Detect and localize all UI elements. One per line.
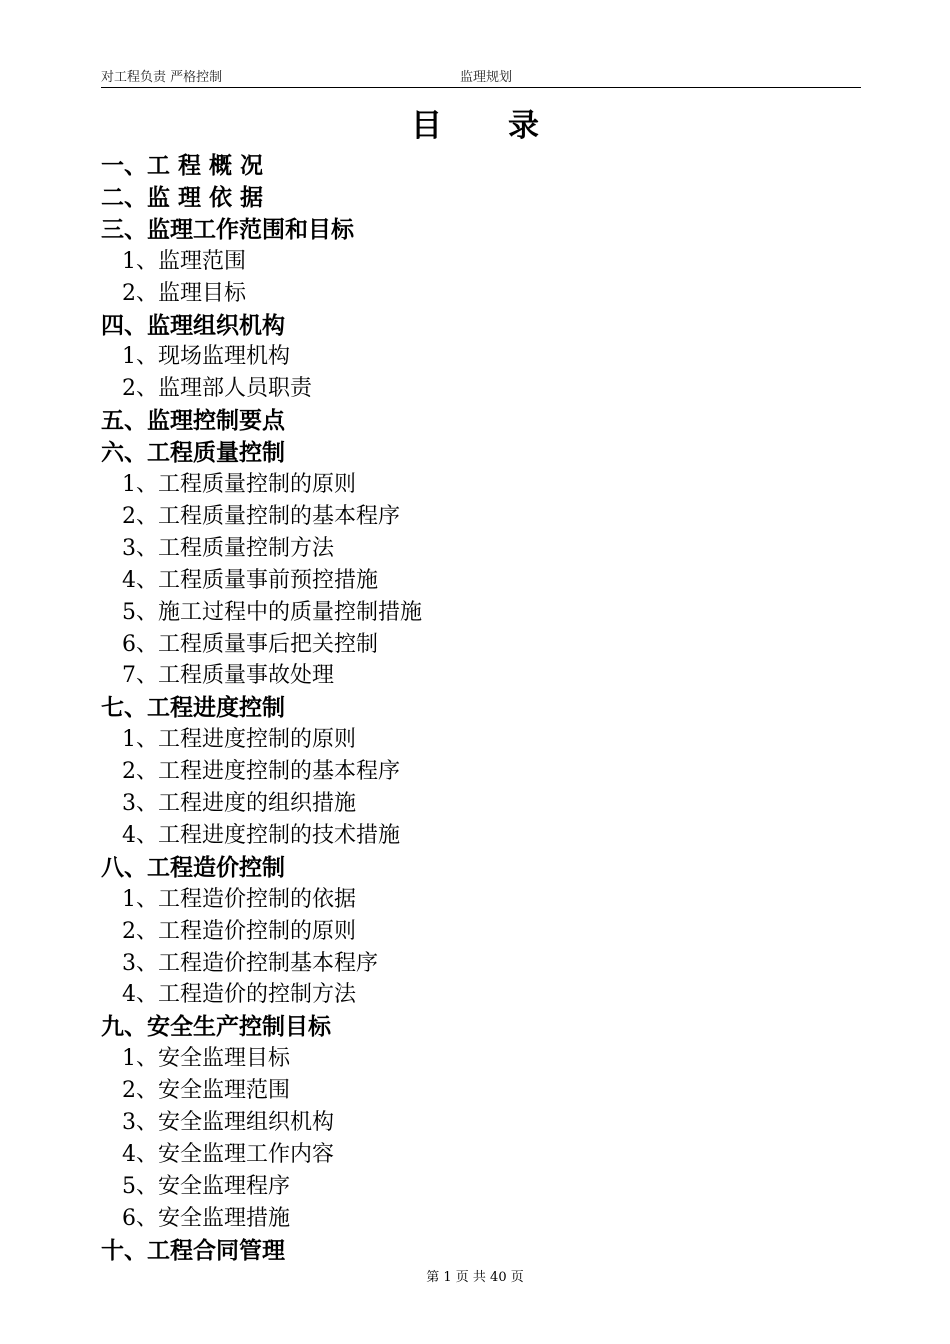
toc-subsection-entry[interactable]: 4、工程质量事前预控措施 <box>122 567 378 593</box>
toc-subsection-entry[interactable]: 2、工程造价控制的原则 <box>122 918 356 944</box>
toc-subsection-entry[interactable]: 6、工程质量事后把关控制 <box>122 631 378 657</box>
toc-subsection-entry[interactable]: 7、工程质量事故处理 <box>122 663 334 689</box>
toc-section-entry[interactable]: 六、工程质量控制 <box>101 440 285 467</box>
header-divider <box>101 87 861 88</box>
toc-title: 目录 <box>411 108 605 144</box>
toc-subsection-entry[interactable]: 4、工程进度控制的技术措施 <box>122 822 400 848</box>
toc-subsection-entry[interactable]: 5、施工过程中的质量控制措施 <box>122 599 422 625</box>
toc-subsection-entry[interactable]: 4、安全监理工作内容 <box>122 1141 334 1167</box>
toc-section-entry[interactable]: 二、监 理 依 据 <box>101 184 264 211</box>
toc-subsection-entry[interactable]: 5、安全监理程序 <box>122 1173 290 1199</box>
toc-section-entry[interactable]: 八、工程造价控制 <box>101 854 285 881</box>
toc-subsection-entry[interactable]: 1、工程进度控制的原则 <box>122 727 356 753</box>
header-center-text: 监理规划 <box>460 70 513 85</box>
toc-section-entry[interactable]: 七、工程进度控制 <box>101 695 285 722</box>
toc-subsection-entry[interactable]: 2、工程进度控制的基本程序 <box>122 759 400 785</box>
toc-subsection-entry[interactable]: 3、安全监理组织机构 <box>122 1110 334 1135</box>
toc-subsection-entry[interactable]: 3、工程造价控制基本程序 <box>122 950 378 976</box>
page-header <box>101 66 861 86</box>
header-left-text: 对工程负责 严格控制 <box>101 70 223 85</box>
toc-subsection-entry[interactable]: 1、安全监理目标 <box>122 1046 290 1072</box>
toc-subsection-entry[interactable]: 2、监理部人员职责 <box>122 376 312 402</box>
toc-section-entry[interactable]: 五、监理控制要点 <box>101 408 285 435</box>
toc-section-entry[interactable]: 三、监理工作范围和目标 <box>101 216 354 243</box>
toc-section-entry[interactable]: 四、监理组织机构 <box>101 312 285 339</box>
toc-subsection-entry[interactable]: 4、工程造价的控制方法 <box>122 982 356 1008</box>
toc-subsection-entry[interactable]: 3、工程质量控制方法 <box>122 535 334 561</box>
toc-subsection-entry[interactable]: 1、工程造价控制的依据 <box>122 886 356 912</box>
toc-subsection-entry[interactable]: 2、工程质量控制的基本程序 <box>122 503 400 529</box>
page-footer: 第 1 页 共 40 页 <box>426 1270 524 1285</box>
toc-subsection-entry[interactable]: 1、现场监理机构 <box>122 344 290 370</box>
toc-subsection-entry[interactable]: 3、工程进度的组织措施 <box>122 791 356 816</box>
toc-section-entry[interactable]: 十、工程合同管理 <box>101 1237 285 1264</box>
toc-section-entry[interactable]: 一、工 程 概 况 <box>101 153 264 179</box>
toc-subsection-entry[interactable]: 6、安全监理措施 <box>122 1205 290 1231</box>
toc-subsection-entry[interactable]: 1、工程质量控制的原则 <box>122 472 356 497</box>
toc-section-entry[interactable]: 九、安全生产控制目标 <box>101 1014 331 1041</box>
toc-subsection-entry[interactable]: 1、监理范围 <box>122 248 246 274</box>
toc-subsection-entry[interactable]: 2、安全监理范围 <box>122 1078 290 1104</box>
toc-subsection-entry[interactable]: 2、监理目标 <box>122 280 246 306</box>
